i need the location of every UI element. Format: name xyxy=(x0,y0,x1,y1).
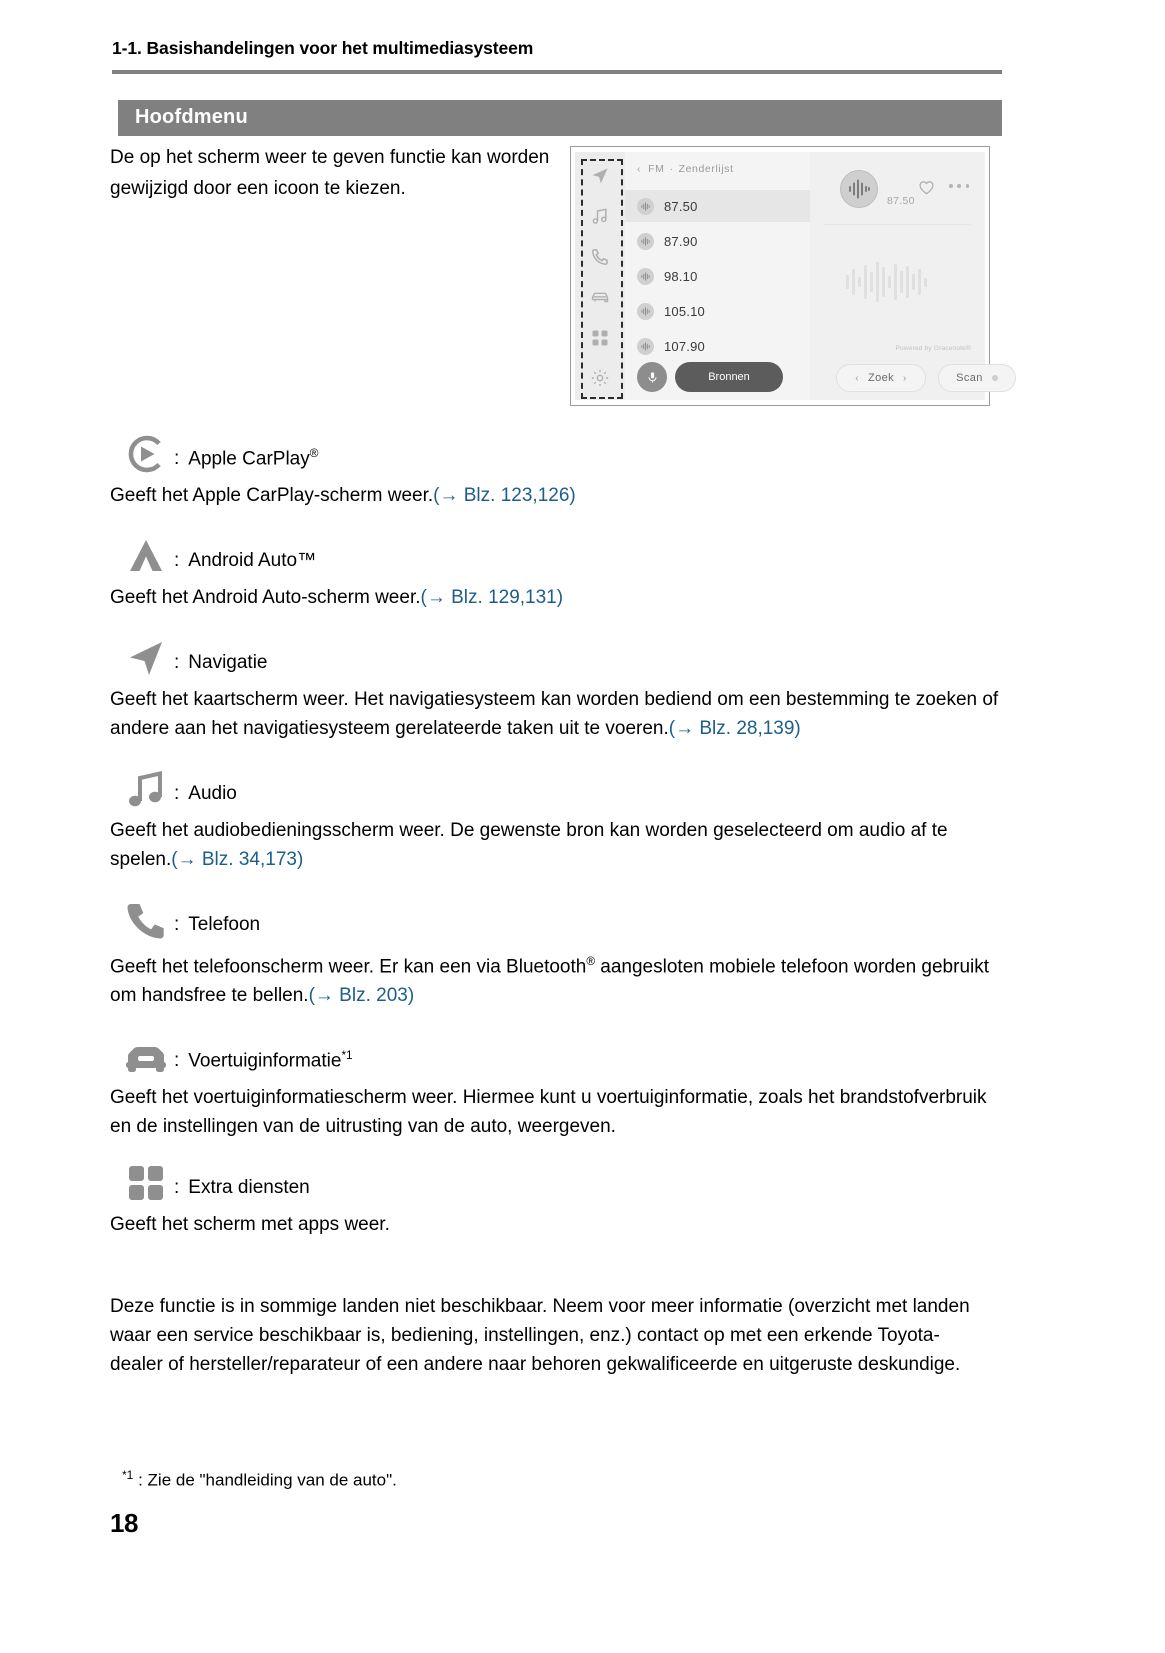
android-auto-icon xyxy=(118,534,174,578)
entry-name: Voertuiginformatie xyxy=(188,1050,342,1072)
sources-button[interactable]: Bronnen xyxy=(675,362,783,392)
head-unit-screen xyxy=(575,152,985,400)
entry-body xyxy=(0,1210,1165,1239)
apps-grid-icon xyxy=(118,1161,174,1205)
page-reference[interactable]: (→ Blz. 34,173) xyxy=(171,849,304,870)
settings-gear-icon[interactable] xyxy=(590,368,610,388)
entry-name: Audio xyxy=(188,783,237,804)
seek-label: Zoek xyxy=(867,372,895,384)
entry-body xyxy=(0,947,1165,1010)
station-artwork-icon xyxy=(840,170,878,208)
chapter-heading: 1-1. Basishandelingen voor het multimediasysteem xyxy=(112,38,534,58)
phone-icon[interactable] xyxy=(590,247,610,267)
car-icon xyxy=(118,1034,174,1078)
page-reference[interactable]: (→ Blz. 203) xyxy=(308,985,415,1007)
entry-label xyxy=(174,550,316,578)
menu-icon-entries xyxy=(0,430,1165,1239)
footnote-marker: *1 xyxy=(341,1049,353,1062)
scan-label: Scan xyxy=(956,372,983,384)
station-label: 107.90 xyxy=(664,338,705,354)
entry-header xyxy=(0,1159,1165,1205)
entry-android-auto xyxy=(0,532,1165,612)
entry-name: Apple CarPlay xyxy=(188,448,310,469)
section-intro-text: De op het scherm weer te geven functie kan worden gewijzigd door een icoon te kiezen. xyxy=(110,147,550,199)
audio-waveform xyxy=(846,260,927,304)
entry-extra-diensten xyxy=(0,1159,1165,1239)
station-label: 98.10 xyxy=(664,268,698,284)
apps-grid-icon[interactable] xyxy=(590,328,610,348)
radio-station-icon xyxy=(637,338,654,355)
station-row[interactable] xyxy=(625,260,810,292)
page-reference[interactable]: (→ Blz. 28,139) xyxy=(668,718,801,739)
entry-name: Telefoon xyxy=(188,914,261,935)
breadcrumb-source: FM xyxy=(648,163,665,175)
entry-name-sup: ® xyxy=(309,446,319,460)
microphone-button[interactable] xyxy=(637,362,667,392)
entry-label xyxy=(174,783,237,811)
head-unit-illustration xyxy=(570,146,990,406)
entry-body xyxy=(0,816,1165,874)
entry-header xyxy=(0,430,1165,476)
entry-voertuiginformatie xyxy=(0,1032,1165,1141)
entry-name: Android Auto™ xyxy=(188,550,317,571)
navigation-arrow-icon xyxy=(118,636,174,680)
entry-navigatie xyxy=(0,634,1165,743)
station-label: 105.10 xyxy=(664,303,705,319)
entry-body-text: Geeft het voertuiginformatiescherm weer. Hiermee kunt u voertuiginformatie, zoals het brandstofverbruik en de instellingen van de uitrusting van de auto, weergeven. xyxy=(110,1087,987,1138)
label-colon: : xyxy=(174,783,180,804)
entry-audio xyxy=(0,765,1165,874)
section-title: Hoofdmenu xyxy=(135,106,248,128)
phone-icon xyxy=(118,898,174,942)
radio-station-icon xyxy=(637,303,654,320)
label-colon: : xyxy=(174,550,180,571)
radio-station-icon xyxy=(637,268,654,285)
entry-name: Navigatie xyxy=(188,652,268,673)
page-number: 18 xyxy=(110,1508,138,1538)
radio-station-icon xyxy=(637,198,654,215)
entry-body-text: Geeft het Android Auto-scherm weer. xyxy=(110,587,421,608)
bluetooth-registered-mark: ® xyxy=(586,955,596,968)
label-colon: : xyxy=(174,1177,180,1199)
screen-sidebar xyxy=(575,152,625,400)
now-playing-frequency: 87.50 xyxy=(887,195,915,207)
entry-label xyxy=(174,1177,310,1205)
entry-label xyxy=(174,1049,353,1078)
breadcrumb xyxy=(637,163,734,175)
entry-header xyxy=(0,634,1165,680)
station-label: 87.90 xyxy=(664,233,698,249)
powered-by-label: Powered by Gracenote® xyxy=(895,345,971,352)
entry-name: Extra diensten xyxy=(188,1177,310,1199)
chevron-left-icon[interactable]: ‹ xyxy=(637,163,642,175)
seek-button[interactable] xyxy=(836,364,926,392)
station-row[interactable] xyxy=(625,190,810,222)
page-reference[interactable]: (→ Blz. 123,126) xyxy=(433,485,576,506)
entry-body-text: Geeft het audiobedieningsscherm weer. De gewenste bron kan worden geselecteerd om audio af te spelen. xyxy=(110,820,948,870)
footnote-marker: *1 xyxy=(122,1468,134,1482)
breadcrumb-page: Zenderlijst xyxy=(678,163,734,175)
station-row[interactable] xyxy=(625,225,810,257)
entry-header xyxy=(0,765,1165,811)
entry-body xyxy=(0,1083,1165,1141)
entry-telefoon xyxy=(0,896,1165,1010)
station-row[interactable] xyxy=(625,330,810,362)
entry-header xyxy=(0,532,1165,578)
entry-apple-carplay xyxy=(0,430,1165,510)
entry-body xyxy=(0,583,1165,612)
entry-body-text: Geeft het kaartscherm weer. Het navigatiesysteem kan worden bediend om een bestemming te zoeken of andere aan het navigatiesysteem gerelateerde taken uit te voeren. xyxy=(110,689,999,739)
heart-icon[interactable] xyxy=(918,180,935,195)
label-colon: : xyxy=(174,914,180,935)
entry-body xyxy=(0,685,1165,743)
apple-carplay-icon xyxy=(118,432,174,476)
car-icon[interactable] xyxy=(590,287,610,307)
now-playing-pane xyxy=(810,152,985,400)
footnote-text: Zie de "handleiding van de auto". xyxy=(147,1470,397,1490)
more-options-icon[interactable] xyxy=(949,184,969,188)
label-colon: : xyxy=(174,652,180,673)
station-list-pane xyxy=(625,152,810,400)
entry-header xyxy=(0,1032,1165,1078)
label-colon: : xyxy=(174,1050,180,1072)
entry-body xyxy=(0,481,1165,510)
scan-indicator-dot xyxy=(992,375,998,381)
header-divider xyxy=(112,70,1002,74)
footnote xyxy=(122,1468,397,1491)
entry-body-text: Geeft het telefoonscherm weer. Er kan een via Bluetooth xyxy=(110,956,587,978)
page-reference[interactable]: (→ Blz. 129,131) xyxy=(420,587,564,608)
station-label: 87.50 xyxy=(664,198,698,214)
availability-note: Deze functie is in sommige landen niet beschikbaar. Neem voor meer informatie (overzicht met landen waar een service beschikbaar is, bediening, instellingen, enz.) contact op met een erkende Toyota-dealer of hersteller/reparateur of een andere naar behoren gekwalificeerde en uitgeruste deskundige. xyxy=(110,1296,970,1375)
station-row[interactable] xyxy=(625,295,810,327)
scan-button[interactable] xyxy=(938,364,1016,392)
radio-station-icon xyxy=(637,233,654,250)
navigation-arrow-icon[interactable] xyxy=(590,166,610,186)
entry-label xyxy=(174,914,260,942)
music-note-icon xyxy=(118,767,174,811)
chevron-right-icon: › xyxy=(903,372,907,384)
entry-label xyxy=(174,447,318,476)
label-colon: : xyxy=(174,448,180,469)
breadcrumb-separator: · xyxy=(669,163,674,175)
entry-header xyxy=(0,896,1165,942)
music-note-icon[interactable] xyxy=(590,206,610,226)
entry-body-text: Geeft het Apple CarPlay-scherm weer. xyxy=(110,485,434,506)
entry-body-text-cont: aangesloten mobiele telefoon worden gebruikt om handsfree te bellen. xyxy=(110,956,990,1007)
pane-divider xyxy=(824,224,971,225)
chevron-left-icon: ‹ xyxy=(855,372,859,384)
entry-body-text: Geeft het scherm met apps weer. xyxy=(110,1214,390,1236)
section-band xyxy=(118,100,1002,136)
entry-label xyxy=(174,652,268,680)
footnote-colon: : xyxy=(138,1470,143,1490)
